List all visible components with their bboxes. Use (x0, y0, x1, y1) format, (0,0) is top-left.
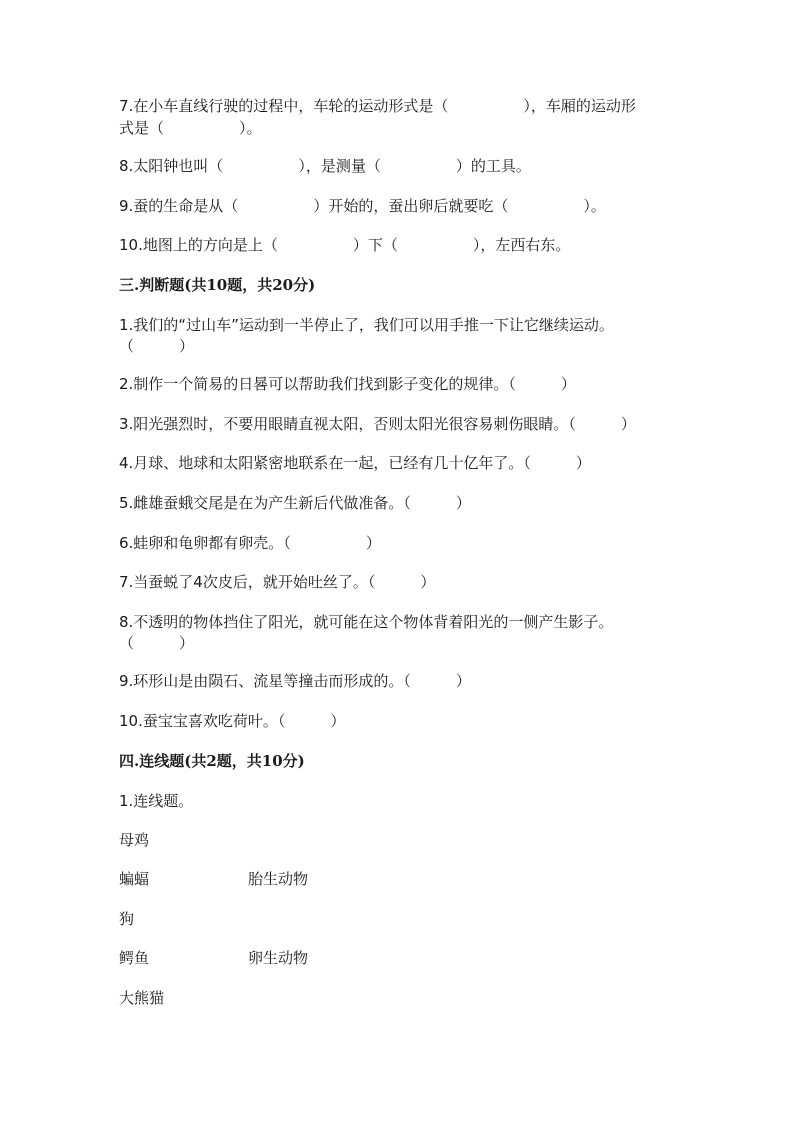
fill-in-9: 9.蚕的生命是从（ ）开始的，蚕出卵后就要吃（ ）。 (119, 197, 606, 215)
judge-6: 6.蛙卵和龟卵都有卵壳。（ ） (119, 534, 381, 552)
judge-2: 2.制作一个简易的日晷可以帮助我们找到影子变化的规律。（ ） (119, 375, 576, 393)
judge-10: 10.蚕宝宝喜欢吃荷叶。（ ） (119, 712, 346, 730)
judge-8-line1: 8.不透明的物体挡住了阳光，就可能在这个物体背着阳光的一侧产生影子。 (119, 613, 614, 631)
matching-left-item: 大熊猫 (119, 989, 165, 1007)
matching-right-item: 卵生动物 (248, 949, 309, 967)
matching-left-item: 母鸡 (119, 831, 150, 849)
judge-4: 4.月球、地球和太阳紧密地联系在一起，已经有几十亿年了。（ ） (119, 454, 591, 472)
matching-left-item: 蝙蝠 (119, 870, 150, 888)
judge-3: 3.阳光强烈时，不要用眼睛直视太阳，否则太阳光很容易刺伤眼睛。（ ） (119, 415, 636, 433)
matching-left-item: 鳄鱼 (119, 949, 150, 967)
matching-question: 1.连线题。 (119, 792, 194, 810)
matching-right-item: 胎生动物 (248, 870, 309, 888)
judge-1-line2: （ ） (119, 337, 195, 355)
fill-in-7-line1: 7.在小车直线行驶的过程中，车轮的运动形式是（ ），车厢的运动形 (119, 97, 636, 115)
section4-heading: 四.连线题(共2题，共10分) (119, 752, 305, 770)
judge-9: 9.环形山是由陨石、流星等撞击而形成的。（ ） (119, 672, 471, 690)
judge-5: 5.雌雄蚕蛾交尾是在为产生新后代做准备。（ ） (119, 494, 471, 512)
fill-in-8: 8.太阳钟也叫（ ），是测量（ ）的工具。 (119, 157, 531, 175)
section3-heading: 三.判断题(共10题，共20分) (119, 276, 316, 294)
fill-in-7-line2: 式是（ ）。 (119, 119, 262, 137)
judge-8-line2: （ ） (119, 634, 195, 652)
judge-1-line1: 1.我们的“过山车”运动到一半停止了，我们可以用手推一下让它继续运动。 (119, 316, 614, 334)
fill-in-10: 10.地图上的方向是上（ ）下（ ），左西右东。 (119, 236, 571, 254)
matching-left-item: 狗 (119, 910, 135, 928)
judge-7: 7.当蚕蜕了4次皮后，就开始吐丝了。（ ） (119, 573, 436, 591)
